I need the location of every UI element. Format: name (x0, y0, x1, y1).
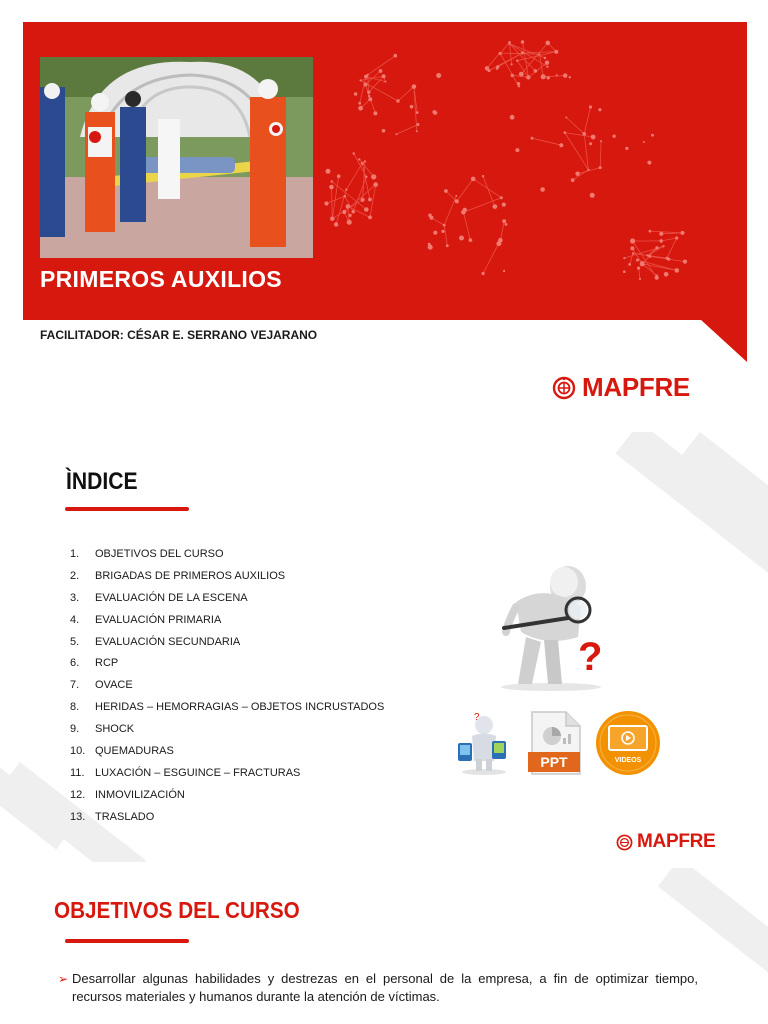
network-dot (575, 172, 579, 176)
network-dot (554, 50, 558, 54)
index-list (70, 548, 384, 833)
index-label: SHOCK (95, 723, 135, 736)
network-dot (625, 147, 628, 150)
network-dot (382, 129, 386, 133)
network-dot (394, 54, 398, 58)
network-dot (433, 231, 437, 235)
objectives-slide (0, 868, 768, 1024)
network-line (444, 196, 456, 225)
network-line (457, 179, 473, 201)
index-item (70, 636, 384, 658)
index-label: HERIDAS – HEMORRAGIAS – OBJETOS INCRUSTADOS (95, 701, 385, 714)
network-dot (329, 185, 334, 190)
ppt-file-icon (526, 710, 584, 776)
index-label: EVALUACIÓN PRIMARIA (95, 613, 222, 626)
network-dot (505, 223, 508, 226)
index-number: 4. (70, 613, 80, 626)
mapfre-logo (552, 372, 690, 403)
network-dot (546, 66, 548, 68)
network-line (650, 231, 683, 233)
network-dot (364, 83, 368, 87)
network-dot (655, 246, 658, 249)
first-aid-team-photo (40, 57, 313, 258)
index-number: 5. (70, 635, 80, 648)
heading-underline (65, 939, 189, 943)
index-label: INMOVILIZACIÓN (95, 788, 185, 801)
network-dot (502, 203, 506, 207)
mapfre-emblem-icon (616, 834, 633, 851)
network-dot (587, 169, 589, 171)
network-dot (510, 115, 515, 120)
index-label: EVALUACIÓN SECUNDARIA (95, 635, 241, 648)
objectives-heading: OBJETIVOS DEL CURSO (54, 897, 300, 923)
index-number: 8. (70, 701, 80, 714)
network-dot (326, 169, 331, 174)
network-dot (331, 180, 333, 182)
network-dot (636, 259, 639, 262)
index-label: TRASLADO (95, 810, 155, 823)
index-heading: ÌNDICE (66, 468, 138, 495)
network-dot (412, 84, 417, 89)
network-dot (371, 174, 376, 179)
network-dot (659, 239, 663, 243)
network-dot (334, 222, 338, 226)
index-item (70, 570, 384, 592)
network-dot (664, 272, 669, 277)
network-line (398, 87, 414, 101)
network-dot (358, 106, 363, 111)
index-number: 9. (70, 723, 80, 736)
network-dot (518, 85, 520, 87)
network-line (667, 238, 677, 258)
network-dot (347, 220, 352, 225)
network-dot (667, 258, 670, 261)
network-dot (534, 69, 538, 73)
network-dot (358, 158, 360, 160)
network-dot (647, 161, 651, 165)
index-number: 10. (70, 745, 86, 758)
network-dot (379, 69, 383, 73)
network-line (473, 179, 501, 198)
network-dot (482, 175, 484, 177)
network-dot (546, 41, 551, 46)
network-dot (369, 215, 372, 218)
heading-underline (65, 507, 189, 511)
network-dot (503, 270, 505, 272)
network-dot (599, 166, 602, 169)
network-dot (493, 204, 498, 209)
network-dot (508, 41, 511, 44)
network-dot (515, 148, 519, 152)
index-number: 11. (70, 766, 85, 779)
index-label: EVALUACIÓN DE LA ESCENA (95, 591, 248, 604)
cover-slide (0, 0, 768, 417)
index-item (70, 723, 384, 745)
network-dot (342, 210, 346, 214)
network-line (584, 107, 590, 134)
index-number: 3. (70, 591, 80, 604)
network-dot (563, 73, 567, 77)
network-line (539, 54, 543, 77)
network-dot (428, 243, 431, 246)
network-dot (511, 63, 513, 65)
network-line (500, 221, 504, 240)
network-line (332, 200, 362, 219)
network-dot (628, 263, 631, 266)
network-dot (541, 74, 546, 79)
network-dot (632, 252, 634, 254)
world-network-map-graphic (323, 22, 747, 320)
network-dot (324, 201, 328, 205)
network-line (396, 125, 418, 135)
network-line (566, 118, 584, 134)
network-dot (683, 260, 687, 264)
network-dot (540, 187, 545, 192)
network-line (543, 76, 565, 77)
objective-bullet (58, 970, 698, 1006)
index-item (70, 789, 384, 811)
network-dot (564, 131, 567, 134)
index-number: 6. (70, 657, 80, 670)
network-dot (556, 74, 558, 76)
network-dot (416, 111, 419, 114)
network-dot (361, 198, 365, 202)
network-dot (517, 82, 520, 85)
network-dot (496, 65, 499, 68)
network-dot (354, 92, 357, 95)
index-slide (0, 432, 768, 862)
network-dot (455, 199, 459, 203)
network-dot (630, 238, 635, 243)
network-line (632, 248, 642, 264)
objective-text: Desarrollar algunas habilidades y destrezas en el personal de la empresa, a fin de optimizar tiempo, recursos materiales y humanos durante la atención de víctimas. (72, 971, 698, 1004)
index-item (70, 811, 384, 833)
index-number: 12. (70, 788, 86, 801)
network-line (444, 225, 447, 246)
index-item (70, 767, 384, 789)
network-dot (469, 238, 473, 242)
network-dot (459, 236, 464, 241)
network-line (642, 264, 677, 271)
index-label: BRIGADAS DE PRIMEROS AUXILIOS (95, 569, 286, 582)
index-label: QUEMADURAS (95, 745, 174, 758)
network-dot (373, 182, 378, 187)
person-with-phone-icon (454, 711, 512, 775)
network-dot (651, 134, 654, 137)
mapfre-wordmark: MAPFRE (637, 831, 716, 852)
ppt-label: PPT (540, 754, 568, 770)
network-dot (455, 195, 457, 197)
network-dot (368, 97, 372, 101)
network-line (600, 141, 601, 168)
network-dot (544, 57, 546, 59)
network-dot (417, 123, 420, 126)
network-dot (502, 219, 506, 223)
network-dot (521, 40, 524, 43)
network-dot (623, 270, 626, 273)
network-dot (589, 105, 592, 108)
network-line (345, 196, 353, 212)
network-dot (358, 102, 361, 105)
index-item (70, 548, 384, 570)
index-item (70, 701, 384, 723)
network-dot (463, 208, 467, 212)
index-label: RCP (95, 657, 119, 670)
index-item (70, 679, 384, 701)
network-dot (471, 177, 476, 182)
index-number: 1. (70, 548, 80, 560)
index-label: OBJETIVOS DEL CURSO (95, 548, 224, 560)
network-dot (500, 196, 503, 199)
network-line (532, 138, 561, 145)
cover-title: PRIMEROS AUXILIOS (40, 266, 282, 292)
network-dot (526, 75, 530, 79)
network-dot (446, 244, 449, 247)
magnifier-figure-icon (486, 552, 616, 692)
network-dot (643, 141, 645, 143)
network-dot (639, 278, 641, 280)
network-line (661, 233, 682, 234)
network-line (500, 42, 509, 53)
network-dot (637, 267, 640, 270)
videos-icon (595, 710, 661, 776)
network-line (346, 163, 362, 190)
index-number: 2. (70, 569, 80, 582)
network-dot (565, 117, 567, 119)
network-dot (511, 74, 514, 77)
network-dot (346, 204, 350, 208)
network-dot (569, 76, 571, 78)
network-dot (361, 162, 364, 165)
network-dot (344, 195, 347, 198)
network-dot (662, 245, 664, 247)
decorative-stripe (658, 868, 768, 985)
network-line (463, 212, 470, 240)
network-dot (337, 174, 341, 178)
network-dot (384, 81, 386, 83)
network-dot (373, 111, 377, 115)
network-dot (364, 160, 366, 162)
network-dot (648, 255, 651, 258)
network-dot (675, 236, 678, 239)
network-line (639, 268, 640, 279)
network-dot (571, 178, 575, 182)
network-dot (345, 189, 347, 191)
network-dot (360, 79, 362, 81)
network-dot (582, 132, 586, 136)
network-dot (640, 261, 645, 266)
facilitator-name: FACILITADOR: CÉSAR E. SERRANO VEJARANO (40, 328, 318, 342)
network-dot (590, 193, 595, 198)
network-line (565, 133, 593, 137)
network-dot (646, 254, 648, 256)
network-dot (441, 230, 444, 233)
mapfre-wordmark: MAPFRE (582, 372, 690, 402)
network-dot (499, 52, 501, 54)
network-dot (443, 224, 446, 227)
network-dot (396, 99, 399, 102)
network-dot (395, 133, 397, 135)
network-dot (598, 108, 601, 111)
network-dot (352, 210, 355, 213)
network-dot (416, 130, 418, 132)
index-item (70, 592, 384, 614)
index-item (70, 614, 384, 636)
network-dot (545, 61, 549, 65)
mapfre-logo (616, 831, 715, 853)
network-dot (547, 76, 550, 79)
network-dot (498, 238, 503, 243)
network-dot (368, 95, 370, 97)
index-item (70, 745, 384, 767)
network-dot (649, 230, 652, 233)
network-dot (656, 275, 658, 277)
network-dot (330, 217, 334, 221)
index-item (70, 657, 384, 679)
index-number: 13. (70, 810, 86, 823)
network-dot (353, 152, 355, 154)
network-dot (531, 137, 534, 140)
network-line (510, 44, 512, 65)
network-dot (623, 257, 625, 259)
network-dot (367, 74, 369, 76)
network-dot (367, 91, 370, 94)
network-dot (433, 111, 437, 115)
network-dot (516, 60, 518, 62)
network-line (332, 187, 333, 219)
network-dot (382, 74, 386, 78)
index-label: OVACE (95, 679, 133, 692)
network-dot (612, 135, 615, 138)
network-line (630, 253, 633, 264)
index-label: LUXACIÓN – ESGUINCE – FRACTURAS (95, 766, 301, 779)
network-dot (681, 231, 685, 235)
network-dot (591, 135, 596, 140)
network-dot (364, 207, 369, 212)
network-line (661, 238, 677, 241)
network-dot (559, 143, 563, 147)
network-dot (600, 140, 602, 142)
network-dot (589, 142, 592, 145)
network-line (446, 191, 457, 201)
network-line (432, 218, 445, 225)
network-line (500, 54, 519, 87)
network-dot (365, 176, 367, 178)
network-dot (410, 105, 414, 109)
network-dot (675, 268, 680, 273)
svg-text:?: ? (474, 712, 480, 723)
videos-label: VIDEOS (614, 757, 642, 764)
network-dot (519, 72, 524, 77)
network-dot (659, 232, 663, 236)
network-dot (436, 73, 441, 78)
network-dot (630, 246, 634, 250)
network-dot (485, 66, 489, 70)
network-dot (349, 214, 352, 217)
network-dot (444, 189, 448, 193)
network-dot (482, 272, 485, 275)
network-dot (368, 198, 372, 202)
mapfre-emblem-icon (552, 376, 576, 400)
question-mark: ? (578, 635, 603, 679)
network-dot (538, 53, 540, 55)
arrow-bullet-icon: ➢ (58, 972, 69, 986)
network-dot (521, 51, 524, 54)
index-number: 7. (70, 679, 80, 692)
network-dot (428, 214, 432, 218)
